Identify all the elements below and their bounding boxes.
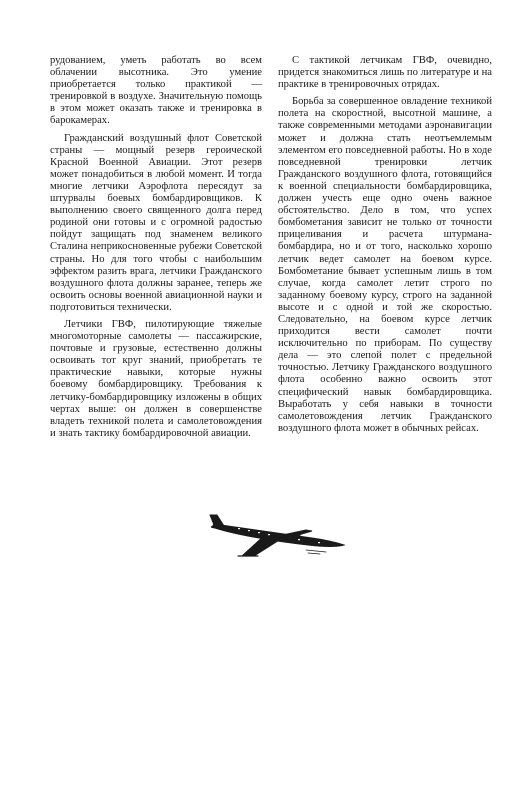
paragraph: Летчики ГВФ, пилотирующие тяжелые многомоторные самолеты — пассажирские, почтовые и грузовые, естественно должны освоивать тот круг знаний, приобретать те практические навыки, которые нужны боевому бомбардировщику. Требования к летчику-бомбардировщику изложены в общих чертах выше: он должен в совершенстве владеть техникой полета и самолетовождения и знать тактику бомбардировочной авиации. — [50, 318, 262, 439]
paragraph: С тактикой летчикам ГВФ, очевидно, придется знакомиться лишь по литературе и на практике в тренировочных отрядах. — [278, 55, 492, 91]
left-column — [50, 55, 262, 445]
paragraph: Борьба за совершенное овладение техникой полета на скоростной, высотной машине, а также современными методами аэронавигации может и должна стать неотъемлемым элементом его повседневной работы. Но в ходе повседневной тренировки летчик Гражданского воздушного флота, готовящийся к военной специальности бомбардировщика, должен учесть еще одно очень важное обстоятельство. Дело в том, что успех бомбометания зависит не только от точности прицеливания и расчета штурмана-бомбардира, но и от того, насколько хорошо летчик ведет самолет на боевом курсе. Бомбометание бывает успешным лишь в том случае, когда самолет летит строго по заданному боевому курсу, строго на заданной высоте и с одной и той же скоростью. Следовательно, на боевом курсе летчик приходится вести самолет почти исключительно по приборам. По существу дела — это слепой полет с предельной точностью. Летчику Гражданского воздушного флота особенно важно освоить этот специфический навык бомбардировщика. Выработать у себя навыки в точности самолетовождения летчик Гражданского воздушного флота может в обычных рейсах. — [278, 96, 492, 434]
paragraph: рудованием, уметь работать во всем облачении высотника. Это умение приобретается только практикой — тренировкой в воздухе. Значительную помощь в этом может оказать также и тренировка в барокамерах. — [50, 55, 262, 127]
airplane-illustration — [208, 512, 348, 558]
paragraph: Гражданский воздушный флот Советской страны — мощный резерв героической Красной Военной Авиации. Этот резерв может понадобиться в любой момент. И тогда многие летчики Аэрофлота пересядут за штурвалы боевых бомбардировщиков. К выполнению своего священного долга перед родиной они готовы и с огромной радостью пойдут защищать под знаменем великого Сталина неприкосновенные рубежи Советской страны. Но для того чтобы с наибольшим эффектом разить врага, летчики Гражданского воздушного флота должны заранее, теперь же освоить основы военной авиационной науки и подготовиться технически. — [50, 132, 262, 313]
right-column — [278, 55, 492, 440]
